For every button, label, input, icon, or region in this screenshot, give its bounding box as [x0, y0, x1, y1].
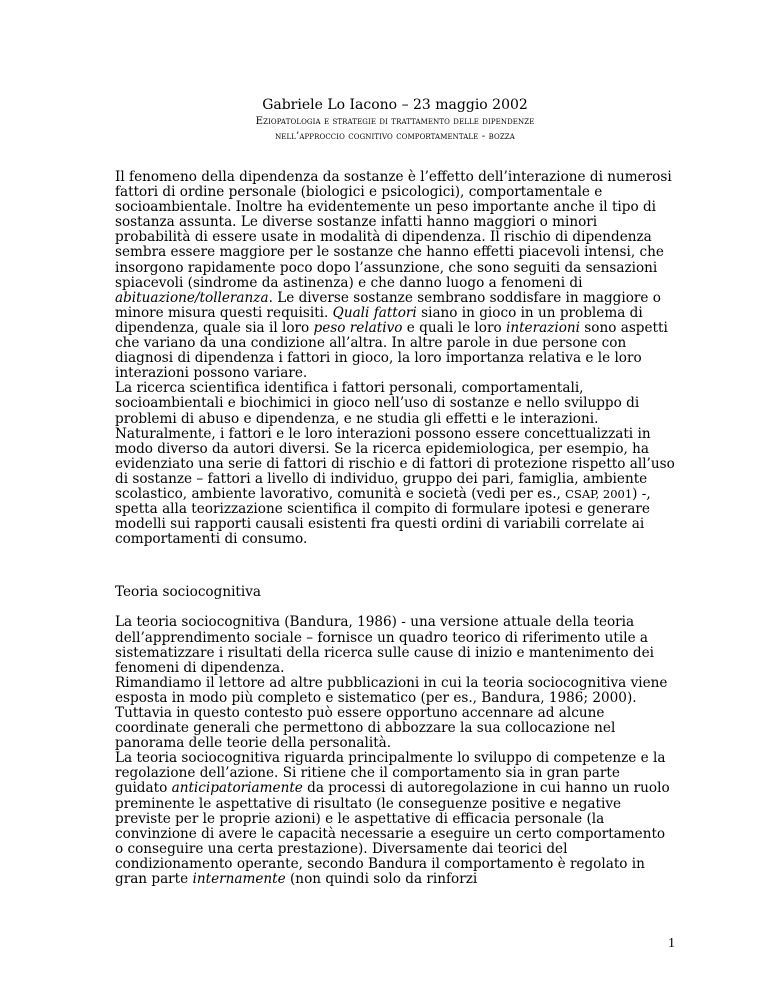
emphasis-text: internamente [192, 871, 286, 888]
document-title-line-1: Eziopatologia e strategie di trattamento delle dipendenze [255, 116, 535, 127]
text-run: da processi di autoregolazione in cui hanno un ruolo preminente le aspettative di risultato (le conseguenze positive e negative previste per le proprie azioni) e le aspettative di efficacia personale (la convinzione di avere le capacità necessarie a eseguire un certo comportamento o conseguire una certa prestazione). Diversamente dai teorici del condizionamento operante, secondo Bandura il comportamento è regolato in gran parte [115, 780, 670, 888]
intro-paragraph-2 [115, 381, 675, 547]
section-paragraph-3 [115, 751, 675, 887]
text-run: La teoria sociocognitiva riguarda principalmente lo sviluppo di competenze e la regolazione dell’azione. Si ritiene che il comportamento sia in gran parte guidato [115, 750, 666, 797]
emphasis-text: peso relativo [313, 319, 403, 336]
text-run: e quali le loro [402, 319, 506, 336]
document-title-line-2: nell’approccio cognitivo comportamentale - bozza [275, 131, 515, 142]
author-date-line: Gabriele Lo Iacono – 23 maggio 2002 [262, 97, 528, 113]
text-run: . Le diverse sostanze sembrano soddisfare in maggiore o minore misura questi requisiti. [115, 289, 661, 321]
intro-body [115, 170, 675, 547]
text-run: Il fenomeno della dipendenza da sostanze è l’effetto dell’interazione di numerosi fattori di ordine personale (biologici e psicologici), comportamentale e socioambientale. Inoltre ha evidentemente un peso importante anche il tipo di sostanza assunta. Le diverse sostanze infatti hanno maggiori o minori probabilità di essere usate in modalità di dipendenza. Il rischio di dipendenza sembra essere maggiore per le sostanze che hanno effetti piacevoli intensi, che insorgono rapidamente poco dopo l’assunzione, che sono seguiti da sensazioni spiacevoli (sindrome da astinenza) e che danno luogo a fenomeni di [115, 169, 672, 291]
text-run: ) -, spetta alla teorizzazione scientifica il compito di formulare ipotesi e generare modelli sui rapporti causali esistenti fra questi ordini di variabili correlate ai comportamenti di consumo. [115, 485, 651, 548]
section-paragraph-2: Rimandiamo il lettore ad altre pubblicazioni in cui la teoria sociocognitiva viene esposta in modo più completo e sistematico (per es., Bandura, 1986; 2000). Tuttavia in questo contesto può essere opportuno accennare ad alcune coordinate generali che permettono di abbozzare la sua collocazione nel panorama delle teorie della personalità. [115, 674, 668, 752]
section-paragraph-1: La teoria sociocognitiva (Bandura, 1986) - una versione attuale della teoria dell’apprendimento sociale – fornisce un quadro teorico di riferimento utile a sistematizzare i risultati della ricerca sulle cause di inizio e mantenimento dei fenomeni di dipendenza. [115, 614, 655, 676]
citation-text: CSAP, 2001 [565, 486, 633, 501]
text-run: (non quindi solo da rinforzi [285, 871, 478, 888]
document-header [115, 96, 675, 144]
emphasis-text: anticipatoriamente [171, 780, 303, 797]
section-body [115, 615, 675, 887]
section-heading: Teoria sociocognitiva [115, 584, 262, 601]
emphasis-text: Quali fattori [332, 304, 417, 321]
text-run: siano in gioco in un problema di dipendenza, quale sia il loro [115, 304, 643, 336]
text-run: sono aspetti che variano da una condizione all’altra. In altre parole in due persone con diagnosi di dipendenza i fattori in gioco, la loro importanza relativa e le loro interazioni possono variare. [115, 319, 668, 382]
text-run: La ricerca scientifica identifica i fattori personali, comportamentali, socioambientali e biochimici in gioco nell’uso di sostanze e nello sviluppo di problemi di abuso e dipendenza, e ne studia gli effetti e le interazioni. Naturalmente, i fattori e le loro interazioni possono essere concettualizzati in modo diverso da autori diversi. Se la ricerca epidemiologica, per esempio, ha evidenziato una serie di fattori di rischio e di fattori di protezione rispetto all’uso di sostanze – fattori a livello di individuo, gruppo dei pari, famiglia, ambiente scolastico, ambiente lavorativo, comunità e società (vedi per es., [115, 380, 675, 502]
document-page [115, 96, 675, 887]
intro-paragraph-1 [115, 170, 675, 381]
page-number: 1 [668, 936, 675, 951]
emphasis-text: abituazione/tolleranza [115, 289, 269, 306]
emphasis-text: interazioni [505, 319, 580, 336]
